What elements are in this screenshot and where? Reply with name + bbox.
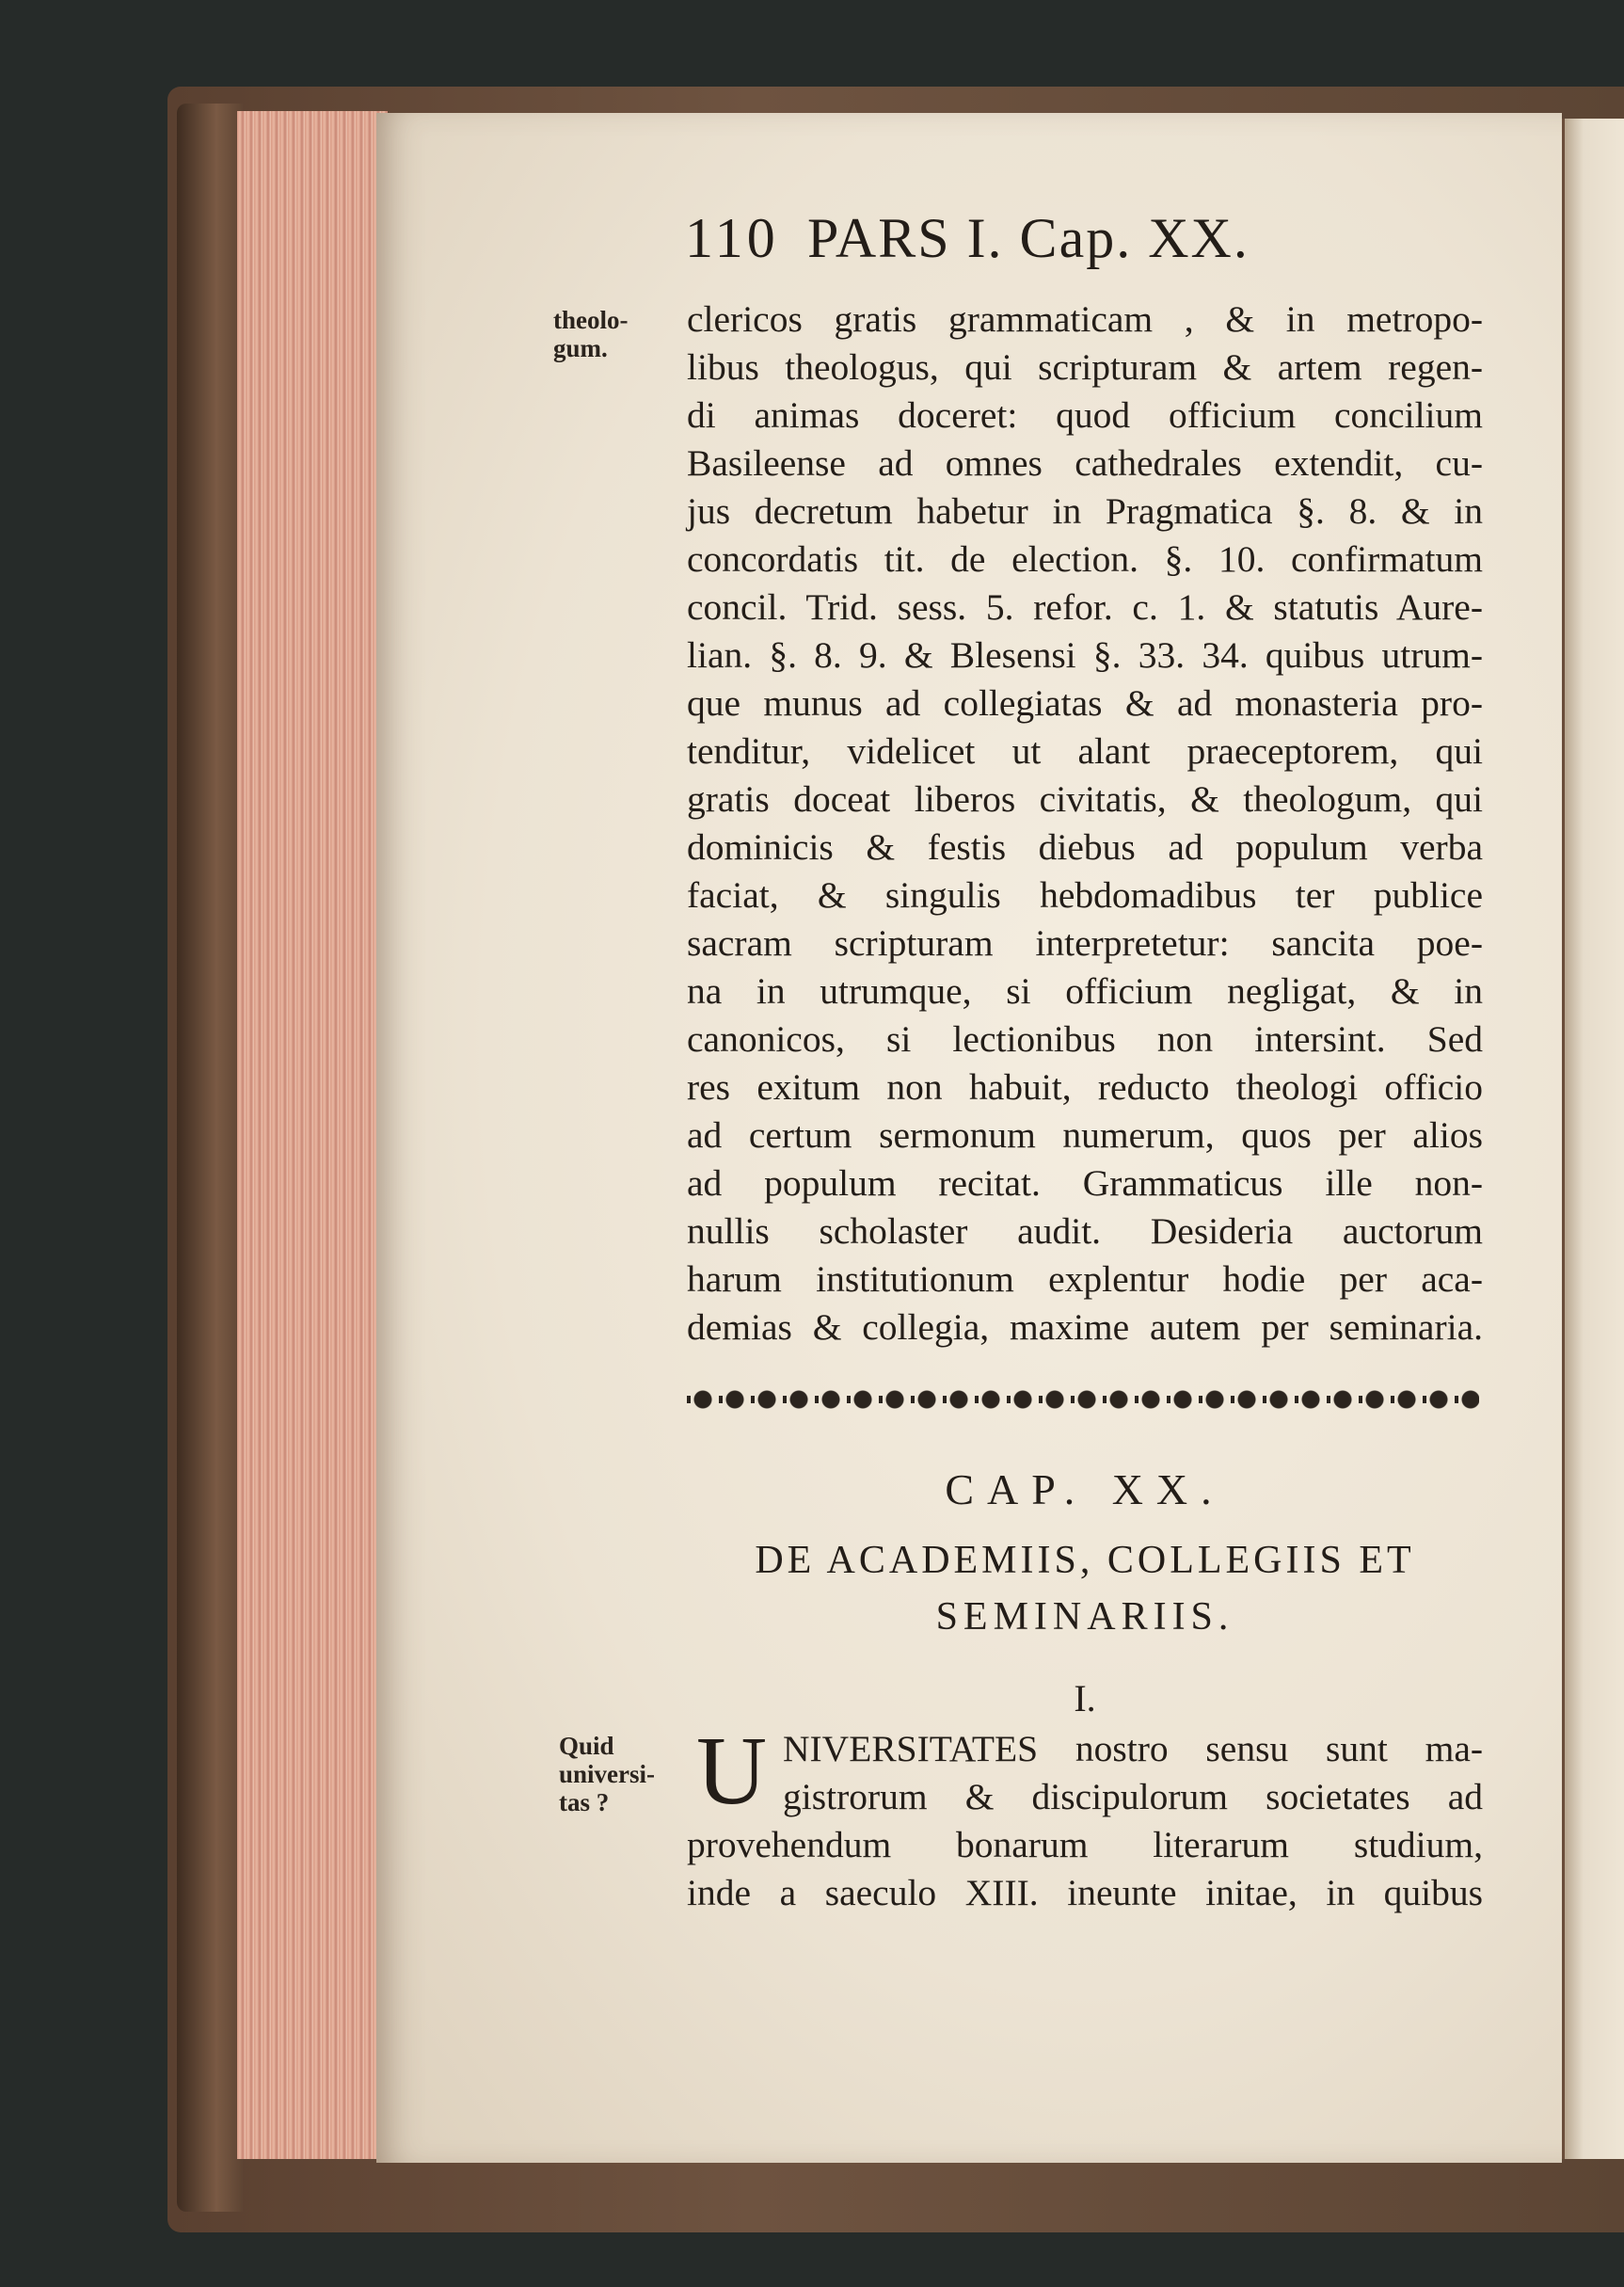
chapter-title-line1: DE ACADEMIIS, COLLEGIIS ET bbox=[755, 1539, 1415, 1582]
facing-page-edge bbox=[1562, 119, 1624, 2159]
body-line: ad populum recitat. Grammaticus ille non- bbox=[687, 1162, 1483, 1204]
body-line: clericos gratis grammaticam , & in metropo- bbox=[687, 298, 1483, 340]
drop-cap: U bbox=[696, 1717, 768, 1825]
body-line: harum institutionum explentur hodie per aca- bbox=[687, 1258, 1483, 1300]
body-line: sacram scripturam interpretetur: sancita poe- bbox=[687, 922, 1483, 964]
running-title: PARS I. Cap. XX. bbox=[807, 207, 1250, 269]
section-line: inde a saeculo XIII. ineunte initae, in quibus bbox=[687, 1872, 1483, 1913]
body-line: faciat, & singulis hebdomadibus ter publice bbox=[687, 874, 1483, 916]
section-line: NIVERSITATES nostro sensu sunt ma- bbox=[783, 1728, 1483, 1769]
body-line: res exitum non habuit, reducto theologi officio bbox=[687, 1066, 1483, 1108]
book-spine bbox=[177, 104, 243, 2212]
body-line: Basileense ad omnes cathedrales extendit, cu- bbox=[687, 442, 1483, 484]
body-line: canonicos, si lectionibus non intersint. Sed bbox=[687, 1018, 1483, 1060]
body-line: di animas doceret: quod officium concilium bbox=[687, 394, 1483, 436]
running-header bbox=[685, 205, 1297, 271]
margin-note-theologum: theolo- gum. bbox=[553, 306, 629, 362]
body-line: demias & collegia, maxime autem per seminaria. bbox=[687, 1306, 1483, 1348]
page-number: 110 bbox=[685, 207, 779, 269]
body-line: gratis doceat liberos civitatis, & theologum, qui bbox=[687, 778, 1483, 820]
section-line: gistrorum & discipulorum societates ad bbox=[783, 1776, 1483, 1817]
body-line: tenditur, videlicet ut alant praeceptorem, qui bbox=[687, 730, 1483, 772]
body-line: concordatis tit. de election. §. 10. confirmatum bbox=[687, 538, 1483, 580]
ornamental-rule bbox=[687, 1383, 1479, 1415]
chapter-title-line2: SEMINARIIS. bbox=[935, 1595, 1234, 1639]
body-line: nullis scholaster audit. Desideria auctorum bbox=[687, 1210, 1483, 1252]
body-line: que munus ad collegiatas & ad monasteria pro- bbox=[687, 682, 1483, 724]
page-edges bbox=[237, 111, 388, 2159]
section-number: I. bbox=[1074, 1677, 1096, 1719]
body-line: jus decretum habetur in Pragmatica §. 8. & in bbox=[687, 490, 1483, 532]
margin-note-quid-universitas: Quid universi- tas ? bbox=[559, 1732, 656, 1816]
body-line: ad certum sermonum numerum, quos per alios bbox=[687, 1114, 1483, 1156]
section-line: provehendum bonarum literarum studium, bbox=[687, 1824, 1483, 1865]
body-line: libus theologus, qui scripturam & artem regen- bbox=[687, 346, 1483, 388]
chapter-heading: CAP. XX. bbox=[945, 1465, 1225, 1513]
body-line: dominicis & festis diebus ad populum verba bbox=[687, 826, 1483, 868]
body-line: lian. §. 8. 9. & Blesensi §. 33. 34. quibus utrum- bbox=[687, 634, 1483, 676]
body-line: concil. Trid. sess. 5. refor. c. 1. & statutis Aure- bbox=[687, 586, 1483, 628]
body-line: na in utrumque, si officium negligat, & in bbox=[687, 970, 1483, 1012]
